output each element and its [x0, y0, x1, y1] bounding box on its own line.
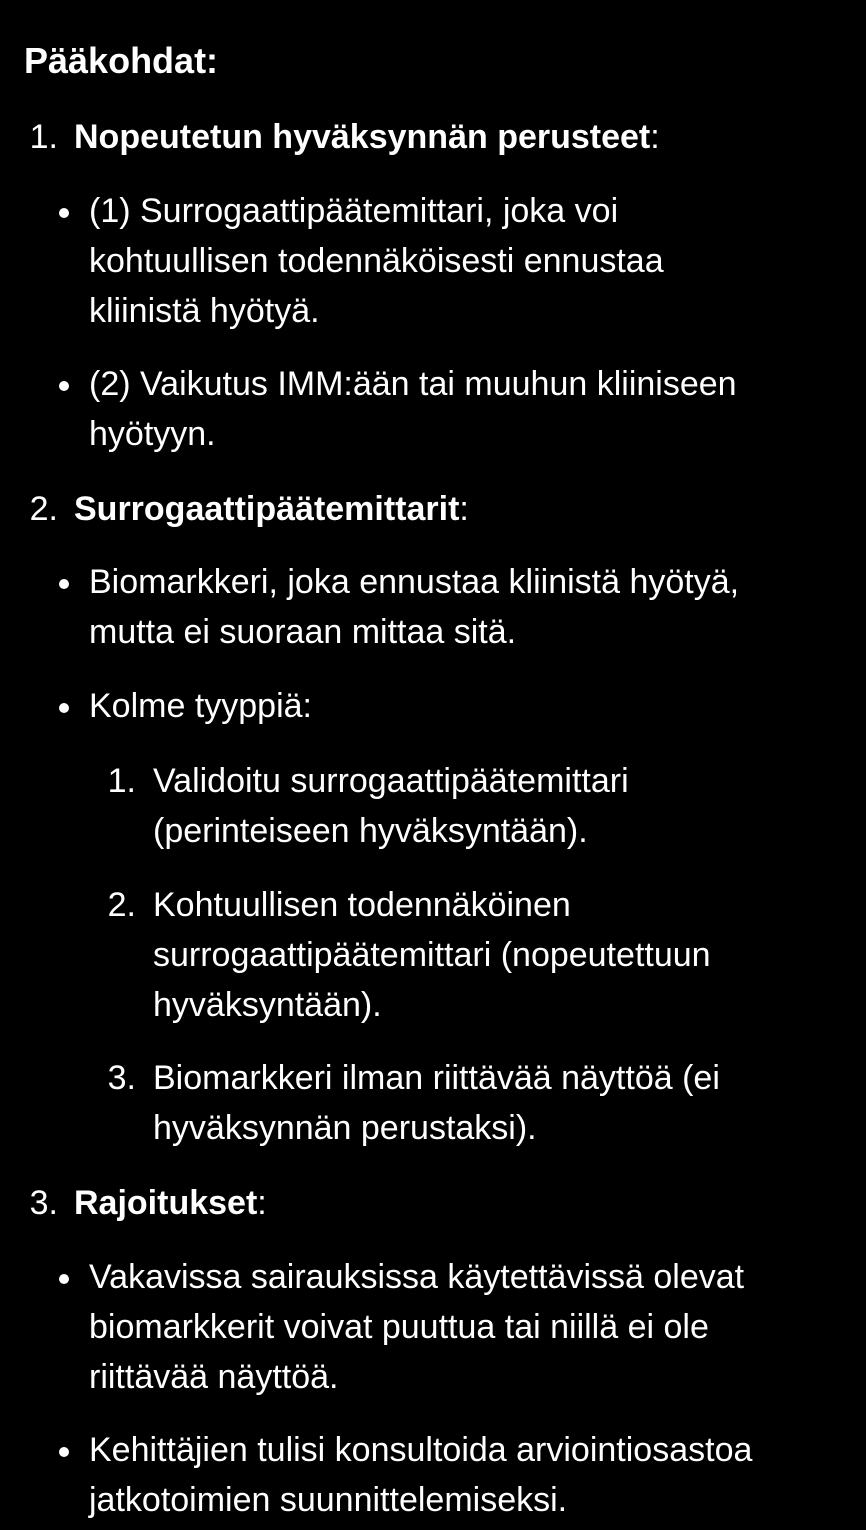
section-title-row: [74, 484, 469, 534]
list-item: [89, 186, 664, 336]
bullet-icon: [59, 1447, 69, 1457]
section-title-suffix: :: [459, 490, 469, 528]
sub-list-item-line: (perinteiseen hyväksyntään).: [153, 812, 588, 850]
list-item: [89, 359, 737, 459]
sub-list-item-line: surrogaattipäätemittari (nopeutettuun: [153, 936, 711, 974]
section-number: 1.: [29, 118, 58, 156]
list-item-line: Kolme tyyppiä:: [89, 687, 312, 725]
page-heading: Pääkohdat:: [24, 40, 219, 81]
list-item-line: mutta ei suoraan mittaa sitä.: [89, 613, 517, 651]
section-title: Rajoitukset: [74, 1184, 258, 1222]
list-item-line: jatkotoimien suunnittelemiseksi.: [89, 1481, 568, 1519]
list-item: [89, 1425, 752, 1525]
sub-list-item-line: Biomarkkeri ilman riittävää näyttöä (ei: [153, 1059, 720, 1097]
list-item-line: riittävää näyttöä.: [89, 1358, 339, 1396]
sub-list-item: [153, 1053, 720, 1153]
sub-list-item-line: hyväksyntään).: [153, 986, 382, 1024]
section-title-row: [74, 112, 660, 162]
list-item: [89, 557, 739, 657]
list-item: [89, 681, 312, 731]
section-title: Nopeutetun hyväksynnän perusteet: [74, 118, 651, 156]
section-title: Surrogaattipäätemittarit: [74, 490, 460, 528]
list-item-line: Biomarkkeri, joka ennustaa kliinistä hyötyä,: [89, 563, 740, 601]
bullet-icon: [59, 579, 69, 589]
subitem-number: 2.: [107, 886, 136, 924]
subitem-number: 3.: [107, 1059, 136, 1097]
bullet-icon: [59, 381, 69, 391]
list-item-line: (1) Surrogaattipäätemittari, joka voi: [89, 192, 619, 230]
section-title-row: [74, 1178, 267, 1228]
sub-list-item-line: hyväksynnän perustaksi).: [153, 1109, 537, 1147]
list-item-line: Vakavissa sairauksissa käytettävissä olevat: [89, 1258, 745, 1296]
bullet-icon: [59, 703, 69, 713]
sub-list-item-line: Validoitu surrogaattipäätemittari: [153, 762, 629, 800]
list-item-line: kohtuullisen todennäköisesti ennustaa: [89, 242, 664, 280]
list-item-line: (2) Vaikutus IMM:ään tai muuhun kliiniseen: [89, 365, 737, 403]
subitem-number: 1.: [107, 762, 136, 800]
section-title-suffix: :: [650, 118, 660, 156]
list-item-line: kliinistä hyötyä.: [89, 292, 320, 330]
sub-list-item: [153, 880, 711, 1030]
list-item-line: Kehittäjien tulisi konsultoida arviointiosastoa: [89, 1431, 753, 1469]
section-number: 2.: [29, 490, 58, 528]
section-title-suffix: :: [257, 1184, 267, 1222]
list-item-line: biomarkkerit voivat puuttua tai niillä ei ole: [89, 1308, 709, 1346]
sub-list-item: [153, 756, 629, 856]
bullet-icon: [59, 208, 69, 218]
bullet-icon: [59, 1274, 69, 1284]
section-number: 3.: [29, 1184, 58, 1222]
sub-list-item-line: Kohtuullisen todennäköinen: [153, 886, 571, 924]
list-item-line: hyötyyn.: [89, 415, 216, 453]
list-item: [89, 1252, 744, 1402]
